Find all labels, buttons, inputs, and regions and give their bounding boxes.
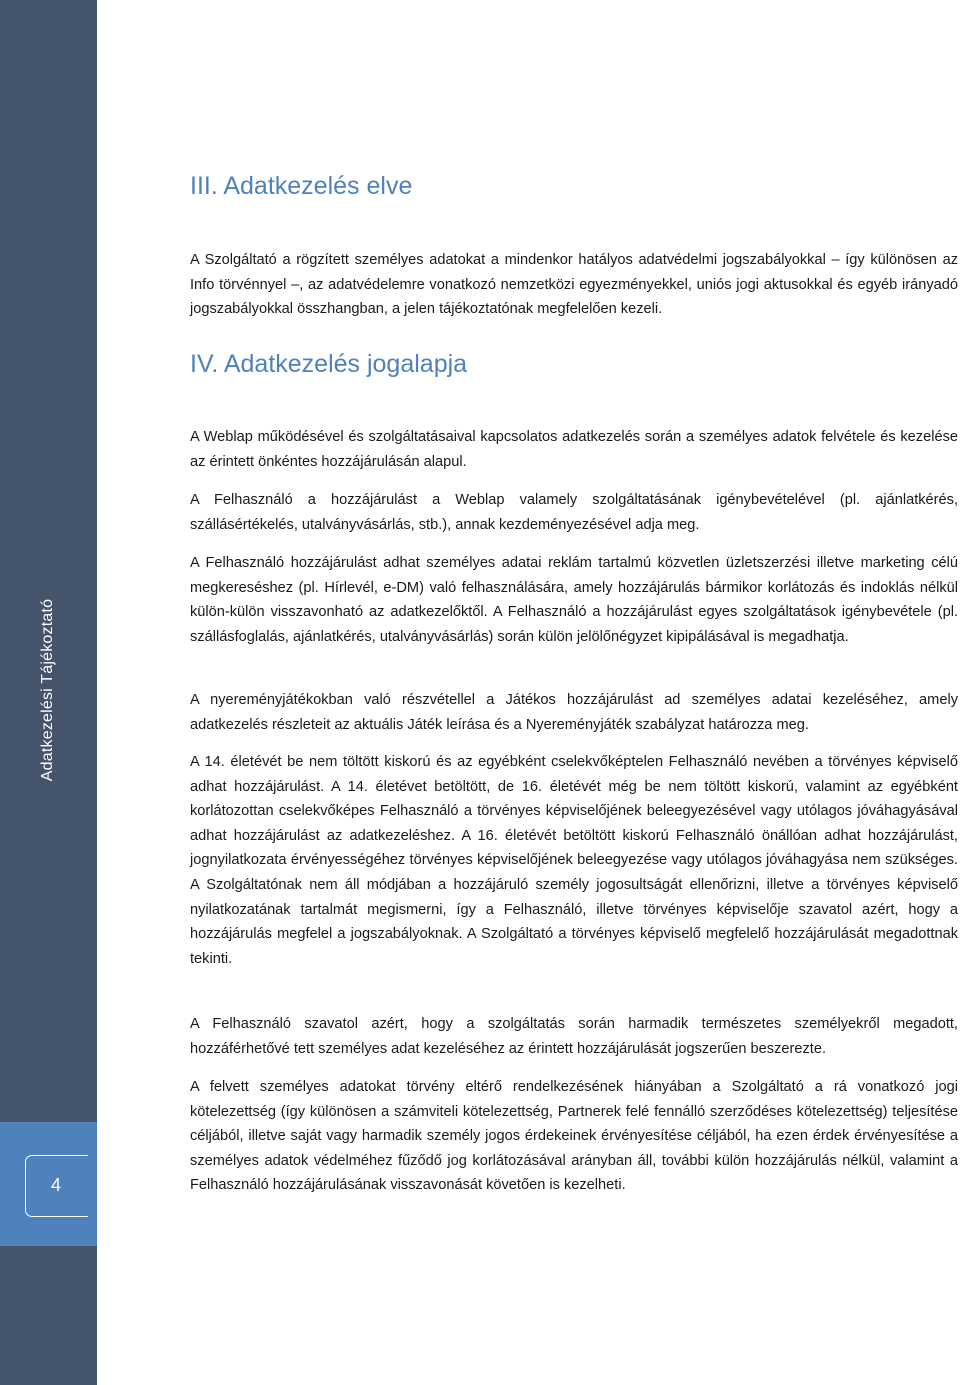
paragraph: A nyereményjátékokban való részvétellel a Játékos hozzájárulást ad személyes adatai kezeléséhez, amely adatkezelés részleteit az aktuális Játék leírása és a Nyereményjáték szabályzat határozza meg.	[190, 692, 958, 733]
section-heading-iii: III. Adatkezelés elve	[190, 172, 413, 200]
sidebar	[0, 0, 97, 1385]
paragraph: A 14. életévét be nem töltött kiskorú és az egyébként cselekvőképtelen Felhasználó nevében a törvényes képviselő adhat hozzájárulást. A 14. életévet betöltött, de 16. életévét még be nem töltött kiskorú, valamint az egyébként korlátozottan cselekvőképes Felhasználó a törvényes képviselőjének beleegyezésével vagy utólagos jóváhagyásával adhat hozzájárulást az adatkezeléshez. A 16. életévét betöltött kiskorú Felhasználó önállóan adhat hozzájárulást, jognyilatkozata érvényességéhez törvényes képviselőjének beleegyezése vagy utólagos jóváhagyása nem szükséges. A Szolgáltatónak nem áll módjában a hozzájáruló személy jogosultságát ellenőrizni, illetve a törvényes képviselő nyilatkozatának tartalmát megismerni, így a Felhasználó, illetve törvényes képviselője szavatol azért, hogy a hozzájárulás megfelel a jogszabályoknak. A Szolgáltató a törvényes képviselő megfelelő hozzájárulását megadottnak tekinti.	[190, 754, 958, 967]
paragraph: A felvett személyes adatokat törvény eltérő rendelkezésének hiányában a Szolgáltató a rá vonatkozó jogi kötelezettség (így különösen a számviteli kötelezettség, Partnerek felé fennálló szerződéses kötelezettség) teljesítése céljából, illetve saját vagy harmadik személy jogos érdekeinek érvényesítése céljából, ha ezen érdek érvényesítése a személyes adatok védelméhez fűződő jog korlátozásával arányban áll, további külön hozzájárulás nélkül, valamint a Felhasználó hozzájárulásának visszavonását követően is kezelheti.	[190, 1079, 958, 1194]
page-number: 4	[50, 1175, 61, 1195]
section-heading-iv: IV. Adatkezelés jogalapja	[190, 350, 468, 378]
document-title-vertical: Adatkezelési Tájékoztató	[39, 598, 56, 782]
paragraph: A Weblap működésével és szolgáltatásaival kapcsolatos adatkezelés során a személyes adatok felvétele és kezelése az érintett önkéntes hozzájárulásán alapul.	[190, 429, 958, 470]
paragraph: A Felhasználó szavatol azért, hogy a szolgáltatás során harmadik természetes személyekről megadott, hozzáférhetővé tett személyes adat kezeléséhez az érintett hozzájárulását jogszerűen beszerezte.	[190, 1016, 958, 1057]
page-number-box	[0, 1122, 97, 1246]
paragraph: A Felhasználó a hozzájárulást a Weblap valamely szolgáltatásának igénybevételével (pl. ajánlatkérés, szállásértékelés, utalványvásárlás, stb.), annak kezdeményezésével adja meg.	[190, 492, 958, 533]
paragraph: A Szolgáltató a rögzített személyes adatokat a mindenkor hatályos adatvédelmi jogszabályokkal – így különösen az Info törvénnyel –, az adatvédelemre vonatkozó nemzetközi egyezményekkel, uniós jogi aktusokkal és egyéb irányadó jogszabályokkal összhangban, a jelen tájékoztatónak megfelelően kezeli.	[190, 252, 958, 318]
paragraph: A Felhasználó hozzájárulást adhat személyes adatai reklám tartalmú közvetlen üzletszerzési illetve marketing célú megkereséshez (pl. Hírlevél, e-DM) való felhasználására, amely hozzájárulás bármikor korlátozás és indoklás nélkül külön-külön visszavonható az adatkezelőktől. A Felhasználó a hozzájárulást egyes szolgáltatások igénybevétele (pl. szállásfoglalás, ajánlatkérés, utalványvásárlás) során külön jelölőnégyzet kipipálásával is megadhatja.	[190, 555, 958, 645]
